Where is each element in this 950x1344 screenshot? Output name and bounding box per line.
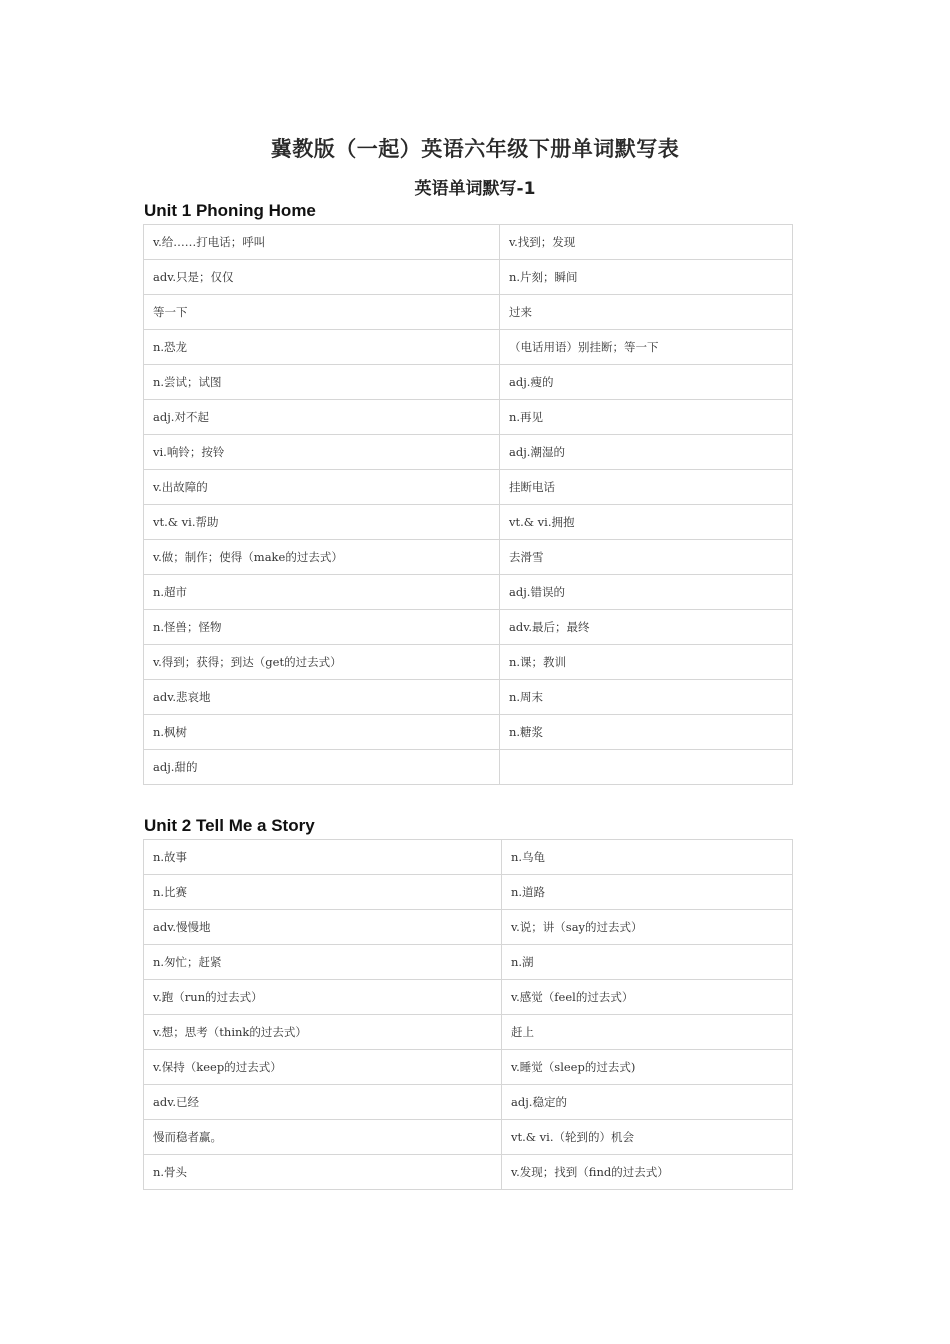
vocab-cell-right: v.睡觉（sleep的过去式) <box>502 1050 793 1085</box>
vocab-cell-left: n.故事 <box>144 840 502 875</box>
vocab-cell-left: v.给……打电话；呼叫 <box>144 225 500 260</box>
vocab-cell-right: vt.& vi.（轮到的）机会 <box>502 1120 793 1155</box>
table-row <box>144 575 793 610</box>
vocab-cell-right: vt.& vi.拥抱 <box>500 505 793 540</box>
vocab-cell-right: 过来 <box>500 295 793 330</box>
table-row <box>144 540 793 575</box>
vocab-cell-right: v.感觉（feel的过去式） <box>502 980 793 1015</box>
vocab-cell-left: n.匆忙；赶紧 <box>144 945 502 980</box>
vocab-cell-right: v.说；讲（say的过去式） <box>502 910 793 945</box>
vocab-cell-right: adj.潮湿的 <box>500 435 793 470</box>
vocab-cell-left: v.跑（run的过去式） <box>144 980 502 1015</box>
vocab-cell-right: n.课；教训 <box>500 645 793 680</box>
vocab-table-unit-2 <box>143 839 793 1190</box>
vocab-cell-left: adv.慢慢地 <box>144 910 502 945</box>
table-row <box>144 470 793 505</box>
vocab-cell-right: v.发现；找到（find的过去式） <box>502 1155 793 1190</box>
vocab-cell-left: n.枫树 <box>144 715 500 750</box>
table-row <box>144 505 793 540</box>
table-row <box>144 295 793 330</box>
vocab-cell-right: n.乌龟 <box>502 840 793 875</box>
vocab-cell-left: adj.甜的 <box>144 750 500 785</box>
table-row <box>144 715 793 750</box>
unit-heading: Unit 2 Tell Me a Story <box>144 816 315 835</box>
vocab-cell-left: n.怪兽；怪物 <box>144 610 500 645</box>
table-row <box>144 750 793 785</box>
vocab-cell-right: 赶上 <box>502 1015 793 1050</box>
table-row <box>144 875 793 910</box>
vocab-cell-right: n.片刻；瞬间 <box>500 260 793 295</box>
vocab-cell-left: n.超市 <box>144 575 500 610</box>
table-row <box>144 680 793 715</box>
vocab-cell-left: vi.响铃；按铃 <box>144 435 500 470</box>
table-row <box>144 1155 793 1190</box>
vocab-cell-right: n.道路 <box>502 875 793 910</box>
table-row <box>144 260 793 295</box>
table-row <box>144 645 793 680</box>
vocab-table-unit-1 <box>143 224 793 785</box>
table-row <box>144 1015 793 1050</box>
page-title: 冀教版（一起）英语六年级下册单词默写表 <box>270 137 680 161</box>
vocab-cell-right: v.找到；发现 <box>500 225 793 260</box>
vocab-cell-right <box>500 750 793 785</box>
table-row <box>144 330 793 365</box>
table-row <box>144 1120 793 1155</box>
vocab-cell-left: v.出故障的 <box>144 470 500 505</box>
table-row <box>144 1085 793 1120</box>
vocab-cell-left: 慢而稳者赢。 <box>144 1120 502 1155</box>
vocab-cell-right: 挂断电话 <box>500 470 793 505</box>
vocab-cell-right: n.糖浆 <box>500 715 793 750</box>
vocab-cell-left: adj.对不起 <box>144 400 500 435</box>
vocab-cell-right: adj.瘦的 <box>500 365 793 400</box>
vocab-cell-left: n.骨头 <box>144 1155 502 1190</box>
vocab-cell-right: n.再见 <box>500 400 793 435</box>
vocab-cell-right: n.周末 <box>500 680 793 715</box>
vocab-cell-left: 等一下 <box>144 295 500 330</box>
vocab-cell-right: n.湖 <box>502 945 793 980</box>
vocab-cell-left: v.想；思考（think的过去式） <box>144 1015 502 1050</box>
vocab-cell-left: v.得到；获得；到达（get的过去式） <box>144 645 500 680</box>
table-row <box>144 945 793 980</box>
vocab-cell-left: n.尝试；试图 <box>144 365 500 400</box>
table-row <box>144 225 793 260</box>
vocab-cell-left: v.做；制作；使得（make的过去式） <box>144 540 500 575</box>
table-row <box>144 1050 793 1085</box>
vocab-cell-right: adv.最后；最终 <box>500 610 793 645</box>
table-row <box>144 910 793 945</box>
unit-heading: Unit 1 Phoning Home <box>144 201 316 220</box>
vocab-cell-right: （电话用语）别挂断；等一下 <box>500 330 793 365</box>
vocab-cell-left: adv.已经 <box>144 1085 502 1120</box>
vocab-cell-left: adv.悲哀地 <box>144 680 500 715</box>
vocab-cell-right: adj.错误的 <box>500 575 793 610</box>
table-row <box>144 840 793 875</box>
vocab-cell-left: n.恐龙 <box>144 330 500 365</box>
page-subtitle: 英语单词默写-1 <box>414 179 536 199</box>
table-row <box>144 980 793 1015</box>
vocab-cell-left: n.比赛 <box>144 875 502 910</box>
table-row <box>144 400 793 435</box>
vocab-cell-left: vt.& vi.帮助 <box>144 505 500 540</box>
table-row <box>144 365 793 400</box>
vocab-cell-left: adv.只是；仅仅 <box>144 260 500 295</box>
vocab-cell-left: v.保持（keep的过去式） <box>144 1050 502 1085</box>
table-row <box>144 610 793 645</box>
vocab-cell-right: 去滑雪 <box>500 540 793 575</box>
table-row <box>144 435 793 470</box>
vocab-cell-right: adj.稳定的 <box>502 1085 793 1120</box>
